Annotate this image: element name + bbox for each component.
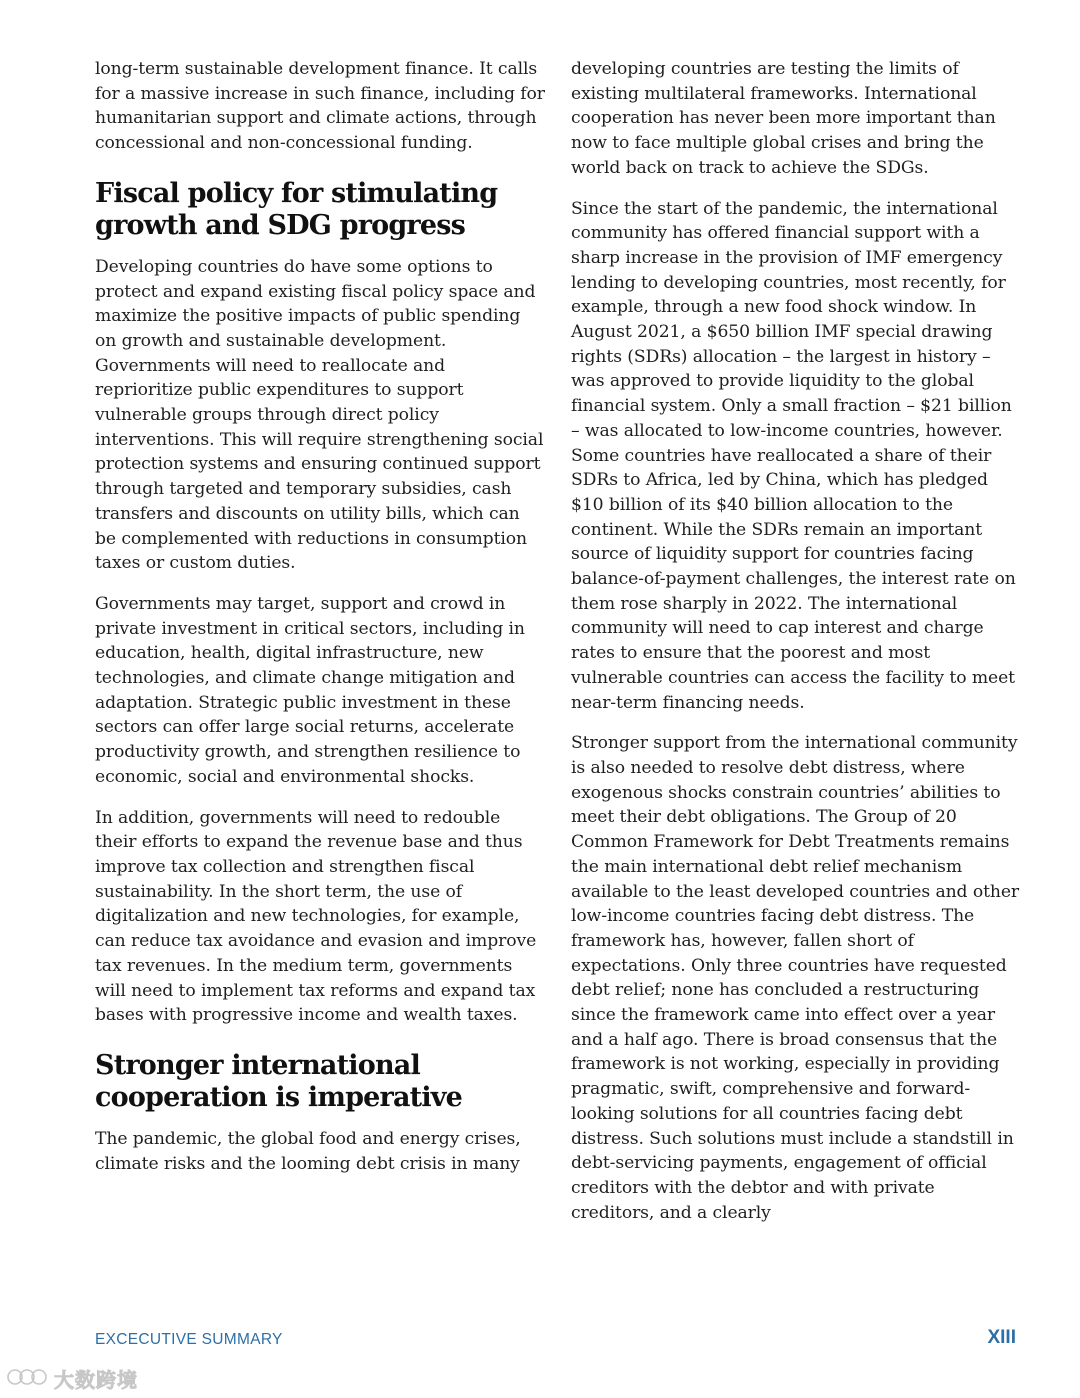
watermark-text: 大数跨境 <box>54 1368 138 1392</box>
left-paragraph-4: In addition, governments will need to redouble their efforts to expand the revenue base and thus improve tax collection and strengthen fiscal sustainability. In the short term, the use of digitalization and new technologies, for example, can reduce tax avoidance and evasion and improve tax revenues. In the medium term, governments will need to implement tax reforms and expand tax bases with progressive income and wealth taxes. <box>95 807 537 1026</box>
page-number: XIII <box>987 1327 1016 1348</box>
section-heading-international-cooperation: Stronger international cooperation is imperative <box>95 1049 463 1114</box>
footer-section-label: EXCECUTIVE SUMMARY <box>95 1331 283 1348</box>
right-column <box>571 57 1021 1241</box>
watermark <box>6 1364 138 1393</box>
right-paragraph-3: Stronger support from the international community is also needed to resolve debt distress, where exogenous shocks constrain countries’ abilities to meet their debt obligations. The Group of 20 Common Framework for Debt Treatments remains the main international debt relief mechanism available to the least developed countries and other low-income countries facing debt distress. The framework has, however, fallen short of expectations. Only three countries have requested debt relief; none has concluded a restructuring since the framework came into effect over a year and a half ago. There is broad consensus that the framework is not working, especially in providing pragmatic, swift, comprehensive and forward-looking solutions for all countries facing debt distress. Such solutions must include a standstill in debt-servicing payments, engagement of official creditors with the debtor and with private creditors, and a clearly <box>571 733 1020 1223</box>
left-paragraph-1: long-term sustainable development finance. It calls for a massive increase in such finance, including for humanitarian support and climate actions, through concessional and non-concessional funding. <box>95 59 545 154</box>
right-paragraph-2: Since the start of the pandemic, the international community has offered financial support with a sharp increase in the provision of IMF emergency lending to developing countries, most recently, for example, through a new food shock window. In August 2021, a $650 billion IMF special drawing rights (SDRs) allocation – the largest in history – was approved to provide liquidity to the global financial system. Only a small fraction – $21 billion – was allocated to low-income countries, however. Some countries have reallocated a share of their SDRs to Africa, led by China, which has pledged $10 billion of its $40 billion allocation to the continent. While the SDRs remain an important source of liquidity support for countries facing balance-of-payment challenges, the interest rate on them rose sharply in 2022. The international community will need to cap interest and charge rates to ensure that the poorest and most vulnerable countries can access the facility to meet near-term financing needs. <box>571 198 1016 713</box>
section-heading-fiscal-policy: Fiscal policy for stimulating growth and SDG progress <box>95 177 498 242</box>
watermark-logo-icon <box>6 1365 48 1393</box>
right-paragraph-1: developing countries are testing the limits of existing multilateral frameworks. International cooperation has never been more important than now to face multiple global crises and bring the world back on track to achieve the SDGs. <box>571 59 996 178</box>
left-paragraph-3: Governments may target, support and crowd in private investment in critical sectors, including in education, health, digital infrastructure, new technologies, and climate change mitigation and adaptation. Strategic public investment in these sectors can offer large social returns, accelerate productivity growth, and strengthen resilience to economic, social and environmental shocks. <box>95 593 525 787</box>
left-column <box>95 57 545 1192</box>
left-paragraph-5: The pandemic, the global food and energy crises, climate risks and the looming debt crisis in many <box>95 1128 521 1174</box>
left-paragraph-2: Developing countries do have some options to protect and expand existing fiscal policy space and maximize the positive impacts of public spending on growth and sustainable development. Governments will need to reallocate and reprioritize public expenditures to support vulnerable groups through direct policy interventions. This will require strengthening social protection systems and ensuring continued support through targeted and temporary subsidies, cash transfers and discounts on utility bills, which can be complemented with reductions in consumption taxes or custom duties. <box>95 256 544 574</box>
